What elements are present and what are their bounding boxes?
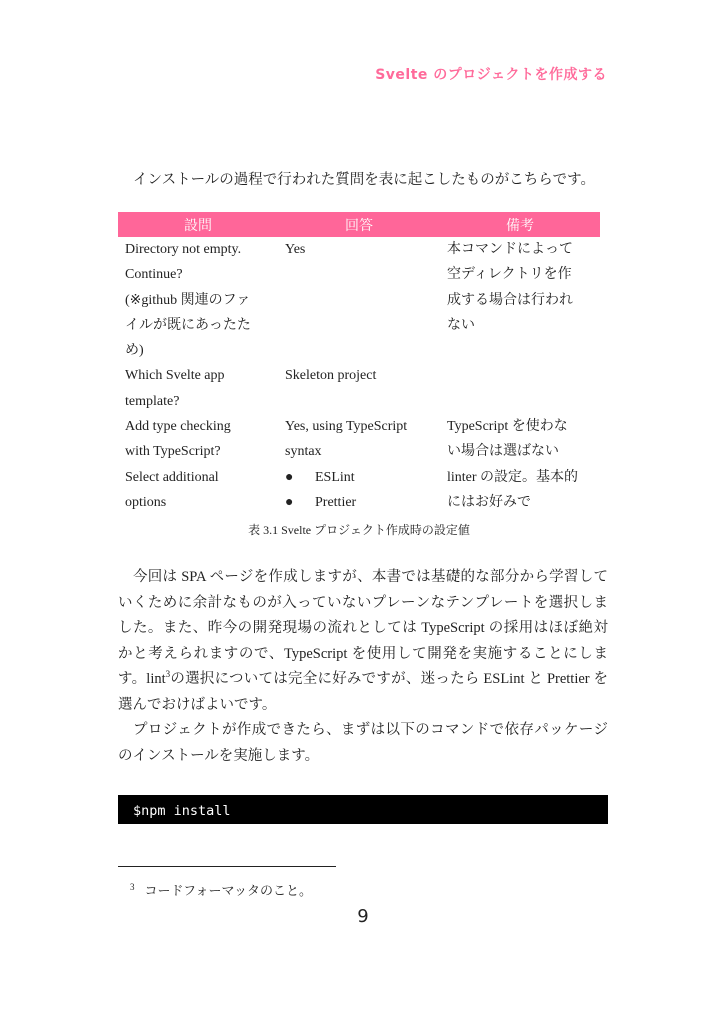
table-row [118, 363, 600, 414]
paragraph-text: の選択については完全に好みですが、迷ったら ESLint と Prettier を選んでおけばよいです。 [118, 671, 608, 713]
page-content [118, 0, 608, 969]
header-note: 備考 [440, 212, 600, 237]
table-row [118, 414, 600, 465]
footnote-number: 3 [130, 881, 135, 892]
answer-cell [278, 465, 440, 516]
running-header: Svelte のプロジェクトを作成する [375, 67, 607, 83]
bullet-icon: ● [285, 494, 294, 510]
body-text [118, 565, 608, 769]
table-row [118, 237, 600, 363]
note-cell: linter の設定。基本的 にはお好みで [447, 469, 579, 510]
answer-cell: Yes, using TypeScript syntax [285, 419, 408, 460]
page-number: 9 [357, 906, 369, 928]
footnote [130, 881, 608, 901]
footnote-text: コードフォーマッタのこと。 [144, 883, 312, 899]
question-cell: Select additional options [125, 469, 219, 510]
answer-cell: Yes [285, 242, 306, 257]
table-caption: 表 3.1 Svelte プロジェクト作成時の設定値 [248, 523, 470, 538]
note-cell [440, 363, 600, 414]
header-question: 設問 [118, 212, 278, 237]
code-block: $npm install [118, 795, 608, 824]
footnote-divider [118, 866, 336, 867]
bullet-icon: ● [285, 469, 294, 485]
paragraph-text: 今回は SPA ページを作成しますが、本書では基礎的な部分から学習していくために余計なものが入っていないプレーンなテンプレートを選択しました。また、昨今の開発現場の流れとしては TypeScript の採用はほぼ絶対かと考えられますので、TypeScript を使用して開発を実施することにします。lint [118, 569, 608, 688]
question-cell: Add type checking with TypeScript? [125, 419, 231, 460]
question-cell: Which Svelte app template? [125, 368, 225, 409]
note-cell: 本コマンドによって 空ディレクトリを作 成する場合は行われ ない [447, 242, 573, 333]
settings-table [118, 212, 600, 515]
answer-cell: Skeleton project [285, 368, 377, 384]
question-cell: Directory not empty. Continue? (※github 関連のファ イルが既にあったた め) [125, 242, 251, 359]
table-row [118, 465, 600, 516]
option-eslint: ESLint [315, 469, 355, 485]
option-prettier: Prettier [315, 494, 357, 510]
footnote-ref[interactable]: 3 [165, 669, 171, 680]
paragraph [118, 565, 608, 718]
intro-paragraph: インストールの過程で行われた質問を表に起こしたものがこちらです。 [133, 172, 595, 188]
header-answer: 回答 [278, 212, 440, 237]
paragraph: プロジェクトが作成できたら、まずは以下のコマンドで依存パッケージのインストールを実施します。 [118, 722, 608, 764]
note-cell: TypeScript を使わな い場合は選ばない [447, 419, 568, 460]
